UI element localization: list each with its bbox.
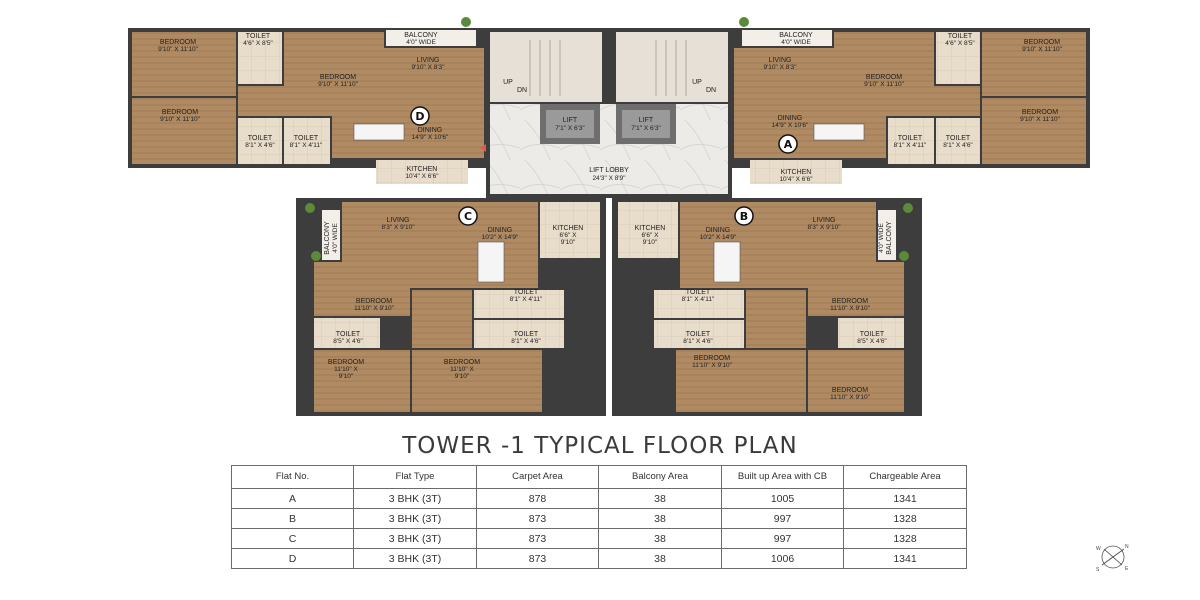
flat-c-bed3-label: BEDROOM: [443, 359, 481, 366]
flat-d-bed2-dim: 9'10" X 11'10": [318, 81, 358, 88]
cell-carpet-area: 873: [477, 549, 599, 569]
stair-right-up: UP: [692, 79, 702, 86]
cell-carpet-area: 873: [477, 529, 599, 549]
flat-c: [296, 198, 606, 416]
cell-balcony-area: 38: [599, 489, 722, 509]
flat-b-toilet2-dim: 8'1" X 4'11": [681, 296, 715, 303]
lift-right-label: LIFT: [638, 117, 654, 124]
flat-b-living-dim: 8'3" X 9'10": [807, 224, 841, 231]
table-row: [232, 529, 967, 549]
flat-b-bed3-dim: 11'10" X 9'10": [830, 394, 870, 401]
flat-a-toilet1-label: TOILET: [947, 33, 973, 40]
flat-b-passage: [746, 290, 806, 348]
stair-left: [490, 32, 602, 102]
flat-b-kitchen-dim: 6'6" X: [641, 232, 659, 239]
plant-icon: [305, 203, 315, 213]
flat-d-bed3-label: BEDROOM: [161, 109, 199, 116]
area-table: [231, 465, 967, 569]
stair-left-dn: DN: [516, 87, 528, 94]
flat-c-living-label: LIVING: [386, 217, 410, 224]
col-balcony-area: Balcony Area: [599, 466, 722, 489]
flat-d-balcony-dim: 4'0" WIDE: [406, 39, 436, 46]
compass-w: W: [1096, 546, 1101, 552]
flat-d-living-dim: 9'10" X 8'3": [411, 64, 445, 71]
flat-a-toilet3-dim: 8'1" X 4'6": [943, 142, 973, 149]
cell-flat-type: 3 BHK (3T): [354, 549, 477, 569]
plant-icon: [461, 17, 471, 27]
flat-b-toilet3-dim: 8'1" X 4'6": [683, 338, 713, 345]
flat-a-dining-table: [814, 124, 864, 140]
flat-d-living-label: LIVING: [416, 57, 440, 64]
lift-right-car: [622, 110, 670, 138]
flat-a-dining-dim: 14'9" X 10'6": [771, 122, 809, 129]
cell-flat-type: 3 BHK (3T): [354, 509, 477, 529]
flat-b-balcony-dim: 4'0" WIDE: [878, 223, 885, 253]
flat-a-bed2-dim: 9'10" X 11'10": [864, 81, 904, 88]
flat-a-tag: A: [783, 138, 793, 151]
flat-d-bedroom-3: [132, 98, 236, 164]
cell-built-up-area: 1005: [722, 489, 844, 509]
lobby-label: LIFT LOBBY: [589, 167, 629, 174]
flat-b-toilet2-label: TOILET: [685, 289, 711, 296]
flat-c-balcony-label: BALCONY: [324, 221, 331, 255]
compass-e: E: [1125, 566, 1129, 572]
cell-carpet-area: 878: [477, 489, 599, 509]
col-flat-no: Flat No.: [232, 466, 354, 489]
flat-b-toilet3-label: TOILET: [685, 331, 711, 338]
flat-b-toilet1-label: TOILET: [859, 331, 885, 338]
flat-a-balcony-dim: 4'0" WIDE: [781, 39, 811, 46]
plant-icon: [739, 17, 749, 27]
flat-a-toilet3-label: TOILET: [945, 135, 971, 142]
flat-a-toilet2-label: TOILET: [897, 135, 923, 142]
cell-carpet-area: 873: [477, 509, 599, 529]
flat-c-kitchen-dim: 6'6" X: [559, 232, 577, 239]
flat-b-bed3-label: BEDROOM: [831, 387, 869, 394]
flat-c-passage: [412, 290, 472, 348]
flat-d-bed1-dim: 9'10" X 11'10": [158, 46, 198, 53]
flat-d-tag: D: [415, 110, 425, 123]
flat-c-balcony-dim: 4'0" WIDE: [332, 223, 339, 253]
flat-d-bed3-dim: 9'10" X 11'10": [160, 116, 200, 123]
flat-c-bed3-dim: 11'10" X: [450, 366, 474, 373]
lift-right-dim: 7'1" X 6'3": [631, 125, 661, 132]
flat-c-toilet2-label: TOILET: [513, 289, 539, 296]
cell-balcony-area: 38: [599, 509, 722, 529]
flat-d-toilet3-label: TOILET: [293, 135, 319, 142]
flat-c-bed2-label: BEDROOM: [327, 359, 365, 366]
col-carpet-area: Carpet Area: [477, 466, 599, 489]
flat-b-kitchen-dim2: 9'10": [642, 239, 658, 246]
flat-a-kitchen-dim: 10'4" X 6'6": [779, 176, 813, 183]
lift-left-label: LIFT: [562, 117, 578, 124]
flat-a-toilet2-dim: 8'1" X 4'11": [893, 142, 927, 149]
flat-c-dining-label: DINING: [487, 227, 513, 234]
lobby-dim: 24'3" X 8'9": [592, 175, 626, 182]
flat-d-toilet2-dim: 8'1" X 4'6": [245, 142, 275, 149]
compass-icon: [1092, 540, 1134, 574]
flat-d: [128, 28, 488, 184]
flat-a-balcony-label: BALCONY: [779, 32, 813, 39]
flat-a-bed3-label: BEDROOM: [1021, 109, 1059, 116]
flat-c-bed1-label: BEDROOM: [355, 298, 393, 305]
flat-b-bed1-dim: 11'10" X 9'10": [830, 305, 870, 312]
flat-a-bedroom-3: [982, 98, 1086, 164]
table-row: [232, 489, 967, 509]
flat-b-bed2-dim: 11'10" X 9'10": [692, 362, 732, 369]
table-row: [232, 549, 967, 569]
flat-a-bed3-dim: 9'10" X 11'10": [1020, 116, 1060, 123]
flat-b-balcony-label: BALCONY: [886, 221, 893, 255]
flat-c-kitchen-label: KITCHEN: [552, 225, 584, 232]
flat-a-living-dim: 9'10" X 8'3": [763, 64, 797, 71]
cell-chargeable-area: 1341: [844, 489, 967, 509]
stair-left-up: UP: [503, 79, 513, 86]
compass-n: N: [1125, 544, 1129, 550]
flat-b-kitchen-label: KITCHEN: [634, 225, 666, 232]
plan-title: TOWER -1 TYPICAL FLOOR PLAN: [402, 433, 798, 459]
flat-c-toilet1-dim: 8'5" X 4'6": [333, 338, 363, 345]
flat-d-living-dining: [332, 48, 484, 158]
flat-d-toilet1-dim: 4'6" X 8'5": [243, 40, 273, 47]
table-row: [232, 509, 967, 529]
flat-d-kitchen-label: KITCHEN: [406, 166, 438, 173]
flat-a-bed2-label: BEDROOM: [865, 74, 903, 81]
flat-c-bed2-dim2: 9'10": [338, 373, 354, 380]
cell-flat-no: A: [232, 489, 354, 509]
flat-b-dining-table: [714, 242, 740, 282]
flat-d-dining-table: [354, 124, 404, 140]
table-header-row: [232, 466, 967, 489]
flat-a-dining-label: DINING: [777, 115, 803, 122]
cell-built-up-area: 997: [722, 509, 844, 529]
flat-d-dining-dim: 14'9" X 10'6": [411, 134, 449, 141]
flat-c-toilet3-dim: 8'1" X 4'6": [511, 338, 541, 345]
cell-built-up-area: 997: [722, 529, 844, 549]
stair-right-dn: DN: [705, 87, 717, 94]
flat-a-kitchen-label: KITCHEN: [780, 169, 812, 176]
flat-a-living-label: LIVING: [768, 57, 792, 64]
col-built-up-area: Built up Area with CB: [722, 466, 844, 489]
flat-d-kitchen-dim: 10'4" X 6'6": [405, 173, 439, 180]
flat-c-bed2-dim: 11'10" X: [334, 366, 358, 373]
flat-c-dining-dim: 10'2" X 14'9": [481, 234, 519, 241]
flat-d-toilet1-label: TOILET: [245, 33, 271, 40]
cell-flat-no: D: [232, 549, 354, 569]
flat-b-tag: B: [739, 210, 749, 223]
flat-c-living-dim: 8'3" X 9'10": [381, 224, 415, 231]
flat-d-balcony-label: BALCONY: [404, 32, 438, 39]
plant-icon: [903, 203, 913, 213]
flat-c-tag: C: [463, 210, 473, 223]
flat-a-passage: [834, 86, 980, 116]
flat-a-bed1-label: BEDROOM: [1023, 39, 1061, 46]
cell-flat-no: C: [232, 529, 354, 549]
flat-d-toilet3-dim: 8'1" X 4'11": [289, 142, 323, 149]
col-chargeable-area: Chargeable Area: [844, 466, 967, 489]
cell-flat-type: 3 BHK (3T): [354, 489, 477, 509]
flat-c-kitchen-dim2: 9'10": [560, 239, 576, 246]
flat-b-bed2-label: BEDROOM: [693, 355, 731, 362]
cell-balcony-area: 38: [599, 549, 722, 569]
plant-icon: [311, 251, 321, 261]
flat-c-bed3-dim2: 9'10": [454, 373, 470, 380]
flat-b: [612, 198, 922, 416]
flat-c-dining-table: [478, 242, 504, 282]
flat-d-dining-label: DINING: [417, 127, 443, 134]
flat-c-toilet1-label: TOILET: [335, 331, 361, 338]
plant-icon: [899, 251, 909, 261]
flat-a-toilet1-dim: 4'6" X 8'5": [945, 40, 975, 47]
lift-left-car: [546, 110, 594, 138]
flat-a: [730, 28, 1090, 184]
compass-s: S: [1096, 567, 1100, 573]
flat-c-toilet2-dim: 8'1" X 4'11": [509, 296, 543, 303]
cell-balcony-area: 38: [599, 529, 722, 549]
flat-d-toilet2-label: TOILET: [247, 135, 273, 142]
flat-d-bed2-label: BEDROOM: [319, 74, 357, 81]
cell-flat-type: 3 BHK (3T): [354, 529, 477, 549]
flat-b-dining-dim: 10'2" X 14'9": [699, 234, 737, 241]
flat-c-toilet3-label: TOILET: [513, 331, 539, 338]
cell-flat-no: B: [232, 509, 354, 529]
col-flat-type: Flat Type: [354, 466, 477, 489]
flat-c-bed1-dim: 11'10" X 9'10": [354, 305, 394, 312]
cell-built-up-area: 1006: [722, 549, 844, 569]
flat-b-bedroom-3: [808, 350, 904, 412]
cell-chargeable-area: 1328: [844, 529, 967, 549]
flat-a-bed1-dim: 9'10" X 11'10": [1022, 46, 1062, 53]
flat-b-toilet1-dim: 8'5" X 4'6": [857, 338, 887, 345]
lift-left-dim: 7'1" X 6'3": [555, 125, 585, 132]
core: [480, 28, 738, 204]
cell-chargeable-area: 1328: [844, 509, 967, 529]
flat-b-bed1-label: BEDROOM: [831, 298, 869, 305]
flat-b-dining-label: DINING: [705, 227, 731, 234]
cell-chargeable-area: 1341: [844, 549, 967, 569]
flat-d-bed1-label: BEDROOM: [159, 39, 197, 46]
flat-b-living-label: LIVING: [812, 217, 836, 224]
